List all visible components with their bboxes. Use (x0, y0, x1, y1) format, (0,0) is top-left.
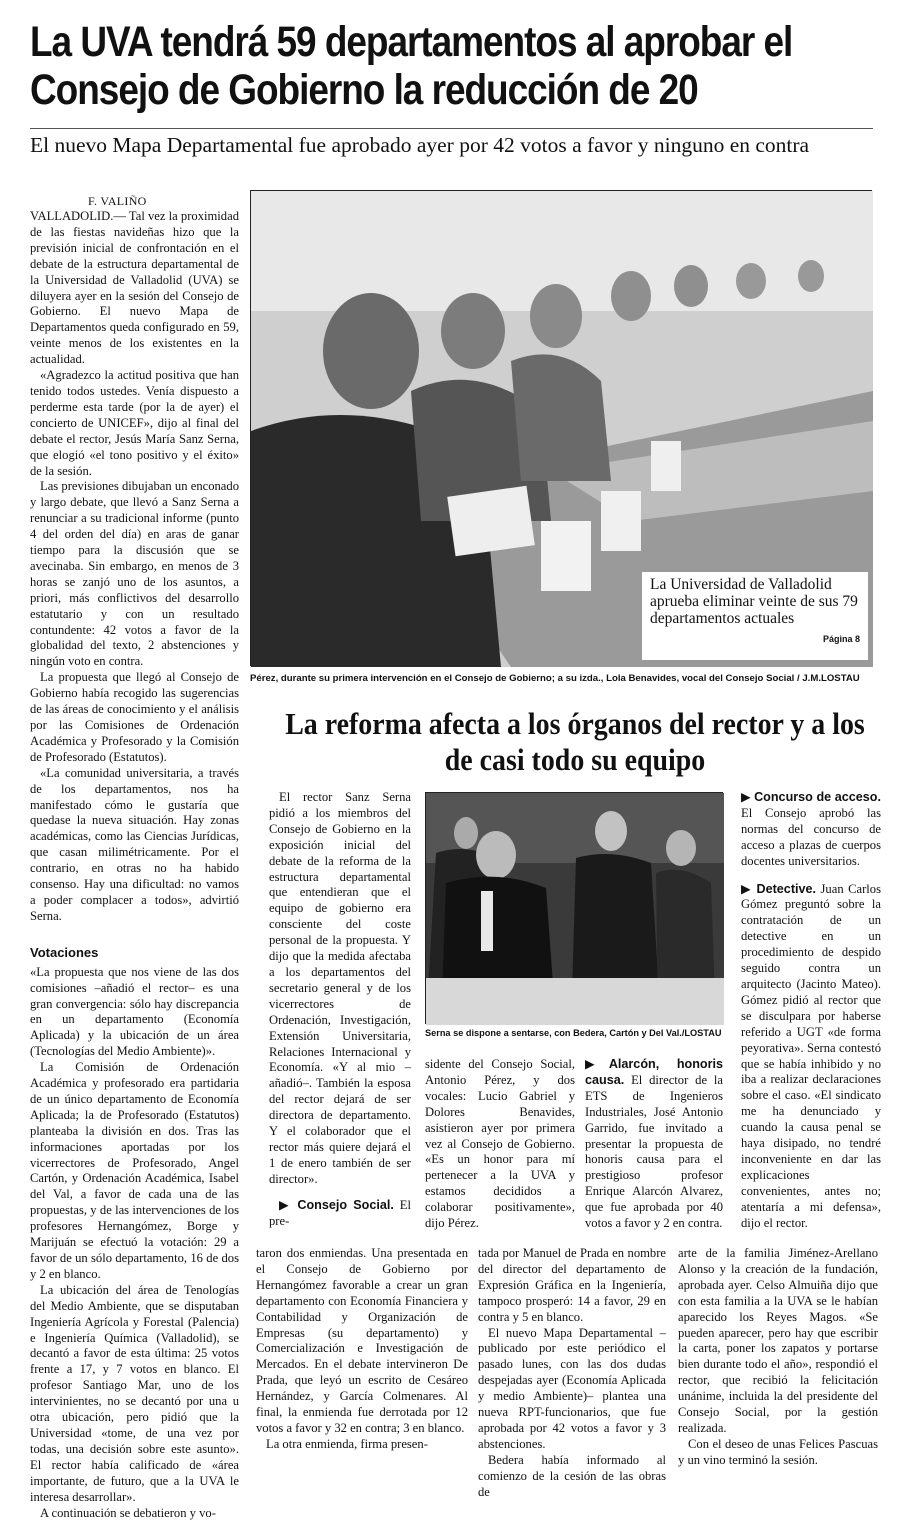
keyword: Detective. (757, 882, 817, 896)
page-reference: Página 8 (650, 631, 860, 648)
paragraph: arte de la familia Jiménez-Arellano Alonso y la creación de la fundación, aprobada ayer. Celso Almuiña dijo que con esta familia a la UVA se le habían aparecido los Reyes Magos. «Se pueden aparecer, pero hay que escribir la carta, poner los zapatos y portarse bien durante todo el año», respondió el rector, que recibió la felicitación unánime, incluida la del presidente del Consejo Social, por la gestión realizada. (678, 1246, 878, 1437)
article-column-2 (269, 790, 411, 1229)
paragraph: «La comunidad universitaria, a través de los departamentos, nos ha manifestado cómo le gustaría que quedase la nueva situación. Hay zonas académicas, como las Ciencias Jurídicas, que casan milimétricamente. Por el contrario, en otras no ha habido consenso. Hay una dificultad: no vamos a poder complacer a todos», advirtió Serna. (30, 766, 239, 925)
text-run: El pre- (269, 1198, 411, 1228)
text-run: Juan Carlos Gómez preguntó sobre la contratación de un detective en un procedimiento de despido seguido contra un arquitecto (Jacinto Mateo). Gómez pidió al rector que se disculpara por haberse referido a UGT «de forma peyorativa». Serna contestó que se había inhibido y no iba a realizar declaraciones sobre el caso. «El sindicato me ha denunciado y cuando la causa penal se haya disipado, no tendré inconveniente en dar las explicaciones convenientes, antes no; atentaría a mi defensa», dijo el rector. (741, 882, 881, 1230)
photo-caption: Serna se dispone a sentarse, con Bedera, Cartón y Del Val./LOSTAU (425, 1028, 725, 1038)
bottom-column-3 (678, 1246, 878, 1469)
photo-overlay-box (642, 572, 868, 660)
paragraph: Bedera había informado al comienzo de la cesión de las obras de (478, 1453, 666, 1501)
paragraph: Las previsiones dibujaban un enconado y largo debate, que llevó a Sanz Serna a renunciar a su tradicional informe (punto 4 del orden del día) en aras de ganar tiempo para la discusión que se avecinaba. Sin embargo, en menos de 3 horas se zanjó uno de los asuntos, a priori, más conflictivos del desarrollo estatutario y con un resultado contundente: 42 votos a favor de la globalidad del texto, 2 abstenciones y ningún voto en contra. (30, 479, 239, 670)
paragraph: La ubicación del área de Tenologías del Medio Ambiente, que se disputaban Ingeniería Agrícola y Forestal (Palencia) e Ingeniería Química (Valladolid), se decantó a favor de esta última: 25 votos frente a 17, y 7 votos en blanco. El profesor Santiago Mar, uno de los intervinientes, no se decantó por una u otra ubicación, pero pidió que la Universidad «tome, de una vez por todas, una decisión sobre este asunto». El rector había calificado de «área importante, de futuro, que a la UVA le interesa desarrollar». (30, 1283, 239, 1506)
rector-photo (425, 792, 723, 1024)
paragraph: La propuesta que llegó al Consejo de Gobierno había recogido las sugerencias de las áreas de conocimiento y el análisis por las Comisiones de Ordenación Académica y Profesorado y la Comisión de Profesorado (Estatutos). (30, 670, 239, 765)
article-column-1 (30, 209, 239, 1521)
paragraph: «Agradezco la actitud positiva que han tenido todos ustedes. Venía dispuesto a perderme esta tarde (por la de ayer) el concierto de UNICEF», dijo al final del debate el rector, Jesús María Sanz Serna, que elogió «el tono positivo y el éxito» de la sesión. (30, 368, 239, 479)
paragraph: ▶ Consejo Social. El pre- (269, 1198, 411, 1230)
article-column-4 (585, 1057, 723, 1232)
bottom-column-2 (478, 1246, 666, 1501)
bottom-column-1 (256, 1246, 468, 1453)
text-run: El director de la ETS de Ingenieros Industriales, José Antonio Garrido, fue invitado a presentar la propuesta de honoris causa para el prestigioso profesor Enrique Alarcón Alvarez, que fue aprobada por 40 votos a favor y 2 en contra. (585, 1073, 723, 1230)
rector-photo-image (426, 793, 724, 1025)
paragraph: El rector Sanz Serna pidió a los miembros del Consejo de Gobierno en la exposición inicial del debate de la reforma de la estructura departamental que entendieran que el equipo de gobierno era consciente del coste personal de la propuesta. Y dijo que la medida afectaba a los departamentos del secretario general y de los vicerrectores de Ordenación, Investigación, Extensión Universitaria, Relaciones Internacional y Economía. «Y al mio –añadió–. También la esposa del rector dejará de ser directora de departamento. Y el colaborador que el rector más quiere dejará el 1 de enero también de ser director». (269, 790, 411, 1188)
subheadline: El nuevo Mapa Departamental fue aprobado ayer por 42 votos a favor y ninguno en contra (30, 133, 809, 158)
text-run: El Consejo aprobó las normas del concurso de acceso a plazas de cuerpos docentes universitarios. (741, 806, 881, 868)
paragraph: taron dos enmiendas. Una presentada en el Consejo de Gobierno por Hernangómez favorable a crear un gran departamento con Economía Financiera y Contabilidad y Organización de Empresas (su departamento) y Comercialización e Investigación de Mercados. En el debate intervineron De Prada, que leyó un escrito de Cesáreo Hernández, y García Colmenares. Al final, la enmienda fue derrotada por 12 votos a favor y 32 en contra; 3 en blanco. (256, 1246, 468, 1437)
paragraph: ▶ Detective. Juan Carlos Gómez preguntó sobre la contratación de un detective en un procedimiento de despido seguido contra un arquitecto (Jacinto Mateo). Gómez pidió al rector que se disculpara por haberse referido a UGT «de forma peyorativa». Serna contestó que se había inhibido y no iba a realizar declaraciones sobre el caso. «El sindicato me ha denunciado y cuando la causa penal se haya disipado, no tendré inconveniente en dar las explicaciones convenientes, antes no; atentaría a mi defensa», dijo el rector. (741, 882, 881, 1232)
article-column-3 (425, 1057, 575, 1232)
paragraph: Con el deseo de unas Felices Pascuas y un vino terminó la sesión. (678, 1437, 878, 1469)
section-title: Votaciones (30, 945, 239, 961)
keyword: Consejo Social. (297, 1198, 394, 1212)
secondary-headline: La reforma afecta a los órganos del rector y a los de casi todo su equipo (283, 706, 868, 778)
keyword: Alarcón, honoris causa. (585, 1057, 723, 1087)
paragraph: ▶Alarcón, honoris causa. El director de la ETS de Ingenieros Industriales, José Antonio Garrido, fue invitado a presentar la propuesta de honoris causa para el prestigioso profesor Enrique Alarcón Alvarez, que fue aprobada por 40 votos a favor y 2 en contra. (585, 1057, 723, 1232)
paragraph: La Comisión de Ordenación Académica y profesorado era partidaria de un único departamento de Economía Aplicada; la de Profesorado (Estatutos) planteaba la división en dos. Tras las informaciones aportadas por los vicerrectores de Profesorado, Angel Cartón, y Ordenación Académica, Isabel del Val, a favor de cada una de las propuestas, y de las intervenciones de los profesores Hernangómez, Borge y Marijuán se efectuó la votación: 29 a favor de un sólo departamento, 16 de dos y 2 en blanco. (30, 1060, 239, 1283)
headline-text: La UVA tendrá 59 departamentos al aprobar el Consejo de Gobierno la reducción de 20 (30, 18, 881, 114)
paragraph: VALLADOLID.— Tal vez la proximidad de las fiestas navideñas hizo que la previsión inicial de confrontación en el debate de la estructura departamental de la Universidad de Valladolid (UVA) se diluyera ayer en la sesión del Consejo de Gobierno. El nuevo Mapa de Departamentos queda configurado en 59, veinte menos de los existentes en la actualidad. (30, 209, 239, 368)
main-headline (30, 18, 770, 114)
byline: F. VALIÑO (88, 194, 147, 209)
paragraph: tada por Manuel de Prada en nombre del director del departamento de Expresión Gráfica en la Ingeniería, tampoco prosperó: 14 a favor, 29 en contra y 5 en blanco. (478, 1246, 666, 1326)
keyword: Concurso de acceso. (754, 790, 881, 804)
article-column-5 (741, 790, 881, 1231)
paragraph: sidente del Consejo Social, Antonio Pérez, y dos vocales: Lucio Gabriel y Dolores Benavides, asistieron ayer por primera vez al Consejo de Gobierno. «Es un honor para mí pertenecer a la UVA y estamos decididos a colaborar positivamente», dijo Pérez. (425, 1057, 575, 1232)
paragraph: ▶ Concurso de acceso. El Consejo aprobó las normas del concurso de acceso a plazas de cuerpos docentes universitarios. (741, 790, 881, 870)
overlay-text: La Universidad de Valladolid aprueba eliminar veinte de sus 79 departamentos actuales (650, 576, 860, 627)
photo-caption: Pérez, durante su primera intervención en el Consejo de Gobierno; a su izda., Lola Benavides, vocal del Consejo Social / J.M.LOSTAU (250, 673, 890, 684)
headline-rule (30, 128, 873, 129)
paragraph: La otra enmienda, firma presen- (256, 1437, 468, 1453)
paragraph: «La propuesta que nos viene de las dos comisiones –añadió el rector– es una gran convergencia: sólo hay discrepancia en un departamento (Economía Aplicada) y la ubicación de un área (Tecnologías del Medio Ambiente)». (30, 965, 239, 1060)
paragraph: A continuación se debatieron y vo- (30, 1506, 239, 1521)
paragraph: El nuevo Mapa Departamental –publicado por este periódico el pasado lunes, con las dos dudas despejadas ayer (Economía Aplicada y medio Ambiente)– plantea una nueva RPT-funcionarios, que fue aprobada por 42 votos a favor y 3 abstenciones. (478, 1326, 666, 1453)
